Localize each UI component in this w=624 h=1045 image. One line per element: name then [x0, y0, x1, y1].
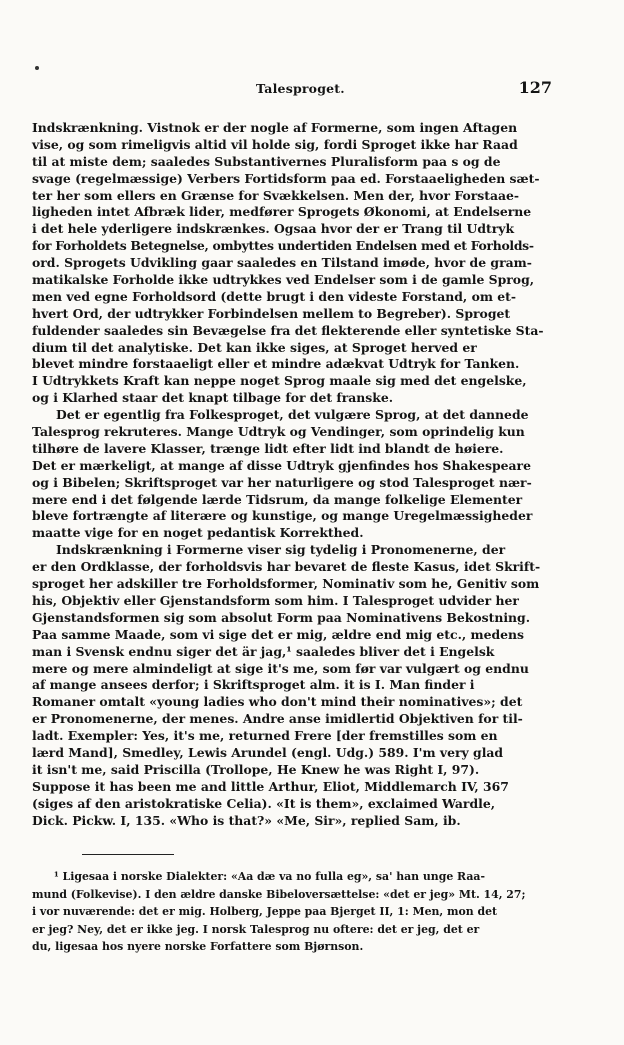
text-line: his, Objektiv eller Gjenstandsform som him. I Talesproget udvider her — [32, 592, 519, 608]
text-line: it isn't me, said Priscilla (Trollope, He Knew he was Right I, 97). — [32, 761, 480, 777]
text-line: I Udtrykkets Kraft kan neppe noget Sprog maale sig med det engelske, — [32, 373, 527, 389]
text-line: Paa samme Maade, som vi sige det er mig, ældre end mig etc., medens — [32, 626, 525, 642]
page-number: 127 — [518, 78, 552, 97]
footnote-line: er jeg? Ney, det er ikke jeg. I norsk Talesprog nu oftere: det er jeg, det er — [32, 922, 480, 936]
text-line: Indskrænkning. Vistnok er der nogle af Formerne, som ingen Aftagen — [32, 120, 518, 135]
text-line: og i Klarhed staar det knapt tilbage for det franske. — [32, 390, 394, 406]
footnote-rule — [82, 854, 174, 855]
text-line: dium til det analytiske. Det kan ikke siges, at Sproget herved er — [32, 339, 477, 355]
text-line: og i Bibelen; Skriftsproget var her naturligere og stod Talesproget nær- — [32, 474, 532, 490]
text-line: Dick. Pickw. I, 135. «Who is that?» «Me, Sir», replied Sam, ib. — [32, 812, 461, 828]
text-line: blevet mindre forstaaeligt eller et mindre adækvat Udtryk for Tanken. — [32, 356, 520, 372]
text-line: er Pronomenerne, der menes. Andre anse imidlertid Objektiven for til- — [32, 711, 523, 727]
text-line: er den Ordklasse, der forholdsvis har bevaret de fleste Kasus, idet Skrift- — [32, 559, 541, 575]
page-header — [32, 78, 552, 102]
text-line: svage (regelmæssige) Verbers Fortidsform paa ed. Forstaaeligheden sæt- — [32, 170, 540, 186]
body-text — [32, 120, 552, 829]
text-line: ter her som ellers en Grænse for Svækkelsen. Men der, hvor Forstaae- — [32, 187, 520, 203]
text-line: fuldender saaledes sin Bevægelse fra det flekterende eller syntetiske Sta- — [32, 322, 544, 338]
text-line: Det er egentlig fra Folkesproget, det vulgære Sprog, at det dannede — [56, 407, 529, 423]
text-line: mere og mere almindeligt at sige it's me, som før var vulgært og endnu — [32, 660, 529, 676]
footnote-line: mund (Folkevise). I den ældre danske Bibeloversættelse: «det er jeg» Mt. 14, 27; — [32, 887, 526, 901]
text-line: maatte vige for en noget pedantisk Korrekthed. — [32, 525, 364, 541]
text-line: man i Svensk endnu siger det är jag,¹ saaledes bliver det i Engelsk — [32, 643, 495, 659]
text-line: vise, og som rimeligvis altid vil holde sig, fordi Sproget ikke har Raad — [32, 136, 518, 152]
text-line: Det er mærkeligt, at mange af disse Udtryk gjenfindes hos Shakespeare — [32, 457, 531, 473]
book-page — [32, 0, 592, 1045]
text-line: bleve fortrængte af literære og kunstige, og mange Uregelmæssigheder — [32, 508, 533, 524]
text-line: i det hele yderligere indskrænkes. Ogsaa hvor der er Trang til Udtryk — [32, 221, 515, 237]
text-line: ord. Sprogets Udvikling gaar saaledes en Tilstand imøde, hvor de gram- — [32, 255, 532, 271]
text-line: Indskrænkning i Formerne viser sig tydelig i Pronomenerne, der — [56, 542, 506, 558]
text-line: Suppose it has been me and little Arthur, Eliot, Middlemarch IV, 367 — [32, 778, 509, 794]
text-line: men ved egne Forholdsord (dette brugt i den videste Forstand, om et- — [32, 288, 517, 304]
text-line: Gjenstandsformen sig som absolut Form paa Nominativens Bekostning. — [32, 609, 531, 625]
text-line: lærd Mand], Smedley, Lewis Arundel (engl. Udg.) 589. I'm very glad — [32, 744, 504, 760]
margin-speck — [35, 66, 39, 70]
text-line: hvert Ord, der udtrykker Forbindelsen mellem to Begreber). Sproget — [32, 305, 511, 321]
text-line: (siges af den aristokratiske Celia). «It is them», exclaimed Wardle, — [32, 795, 496, 811]
text-line: for Forholdets Betegnelse, ombyttes undertiden Endelsen med et Forholds- — [32, 238, 534, 254]
footnote-line: ¹ Ligesaa i norske Dialekter: «Aa dæ va no fulla eg», sa' han unge Raa- — [54, 870, 485, 883]
footnote-line: du, ligesaa hos nyere norske Forfattere som Bjørnson. — [32, 940, 364, 953]
text-line: sproget her adskiller tre Forholdsformer, Nominativ som he, Genitiv som — [32, 576, 540, 592]
text-line: af mange ansees derfor; i Skriftsproget alm. it is I. Man finder i — [32, 677, 475, 693]
text-line: Talesprog rekruteres. Mange Udtryk og Vendinger, som oprindelig kun — [32, 424, 525, 440]
text-line: til at miste dem; saaledes Substantivernes Pluralisform paa s og de — [32, 153, 501, 169]
footnote-line: i vor nuværende: det er mig. Holberg, Jeppe paa Bjerget II, 1: Men, mon det — [32, 905, 498, 918]
text-line: ladt. Exempler: Yes, it's me, returned Frere [der fremstilles som en — [32, 728, 498, 744]
text-line: Romaner omtalt «young ladies who don't mind their nominatives»; det — [32, 694, 523, 710]
text-line: matikalske Forholde ikke udtrykkes ved Endelser som i de gamle Sprog, — [32, 272, 535, 288]
footnote — [32, 868, 552, 956]
running-title: Talesproget. — [256, 81, 345, 96]
text-line: tilhøre de lavere Klasser, trænge lidt efter lidt ind blandt de høiere. — [32, 440, 504, 456]
text-line: mere end i det følgende lærde Tidsrum, da mange folkelige Elementer — [32, 491, 523, 507]
text-line: ligheden intet Afbræk lider, medfører Sprogets Økonomi, at Endelserne — [32, 204, 532, 220]
